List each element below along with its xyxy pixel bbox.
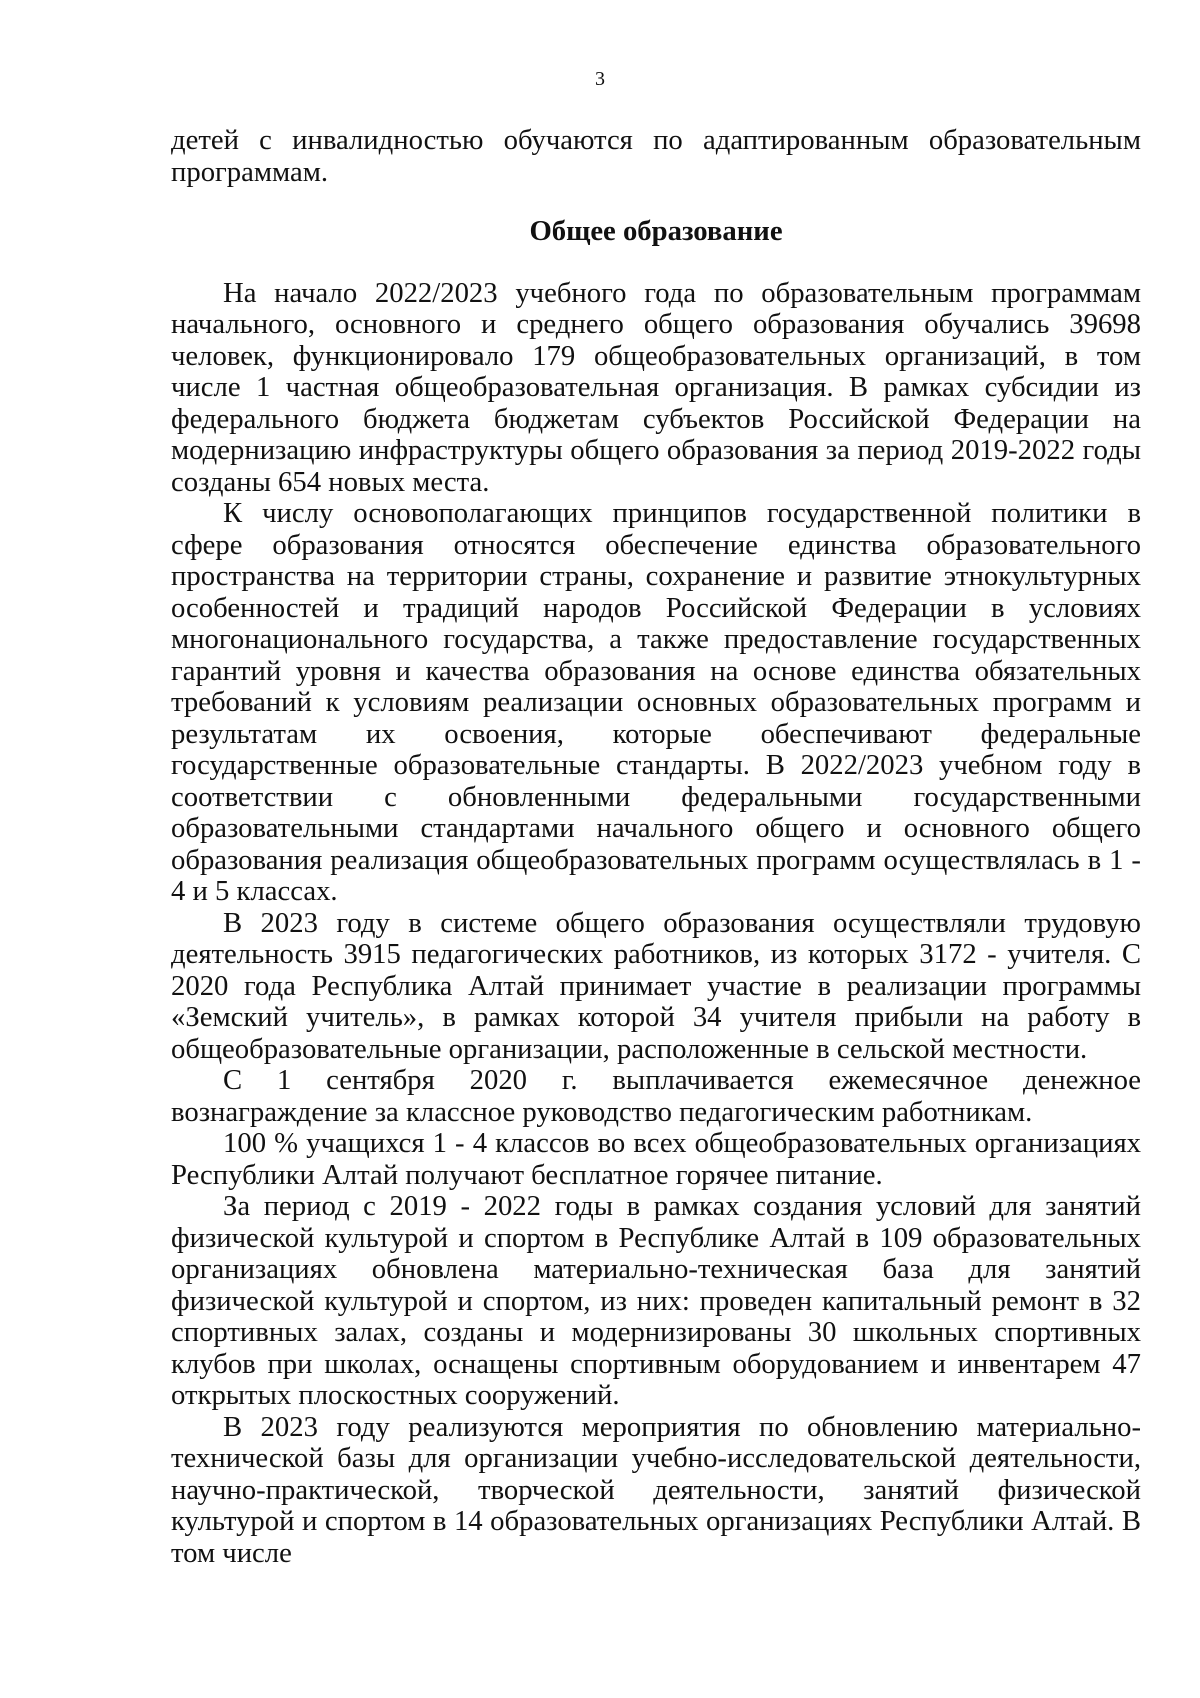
page-number: 3 — [595, 68, 605, 90]
paragraph-sports: За период с 2019 - 2022 годы в рамках создания условий для занятий физической культурой и спортом в Республике Алтай в 109 образовательных организациях обновлена материально-техническая база для занятий физической культурой и спортом, из них: проведен капитальный ремонт в 32 спортивных залах, созданы и модернизированы 30 школьных спортивных клубов при школах, оснащены спортивным оборудованием и инвентарем 47 открытых плоскостных сооружений. — [171, 1190, 1141, 1411]
paragraph-teachers: В 2023 году в системе общего образования осуществляли трудовую деятельность 3915 педагогических работников, из которых 3172 - учителя. С 2020 года Республика Алтай принимает участие в реализации программы «Земский учитель», в рамках которой 34 учителя прибыли на работу в общеобразовательные организации, расположенные в сельской местности. — [171, 906, 1141, 1065]
intro-paragraph: детей с инвалидностью обучаются по адаптированным образовательным программам. — [171, 124, 1141, 188]
document-body — [171, 125, 1141, 1569]
paragraph-2023-measures: В 2023 году реализуются мероприятия по обновлению материально-технической базы для организации учебно-исследовательской деятельности, научно-практической, творческой деятельности, занятий физической культурой и спортом в 14 образовательных организациях Республики Алтай. В том числе — [171, 1410, 1141, 1569]
paragraph-enrollment: На начало 2022/2023 учебного года по образовательным программам начального, основного и среднего общего образования обучались 39698 человек, функционировало 179 общеобразовательных организаций, в том числе 1 частная общеобразовательная организация. В рамках субсидии из федерального бюджета бюджетам субъектов Российской Федерации на модернизацию инфраструктуры общего образования за период 2019-2022 годы созданы 654 новых места. — [171, 276, 1141, 498]
paragraph-principles: К числу основополагающих принципов государственной политики в сфере образования относятся обеспечение единства образовательного пространства на территории страны, сохранение и развитие этнокультурных особенностей и традиций народов Российской Федерации в условиях многонационального государства, а также предоставление государственных гарантий уровня и качества образования на основе единства обязательных требований к условиям реализации основных образовательных программ и результатам их освоения, которые обеспечивают федеральные государственные образовательные стандарты. В 2022/2023 учебном году в соответствии с обновленными федеральными государственными образовательными стандартами начального общего и основного общего образования реализация общеобразовательных программ осуществлялась в 1 - 4 и 5 классах. — [171, 497, 1141, 907]
section-heading: Общее образование — [529, 215, 783, 247]
paragraph-remuneration: С 1 сентября 2020 г. выплачивается ежемесячное денежное вознаграждение за классное руководство педагогическим работникам. — [171, 1064, 1141, 1128]
paragraph-meals: 100 % учащихся 1 - 4 классов во всех общеобразовательных организациях Республики Алтай получают бесплатное горячее питание. — [171, 1127, 1141, 1191]
